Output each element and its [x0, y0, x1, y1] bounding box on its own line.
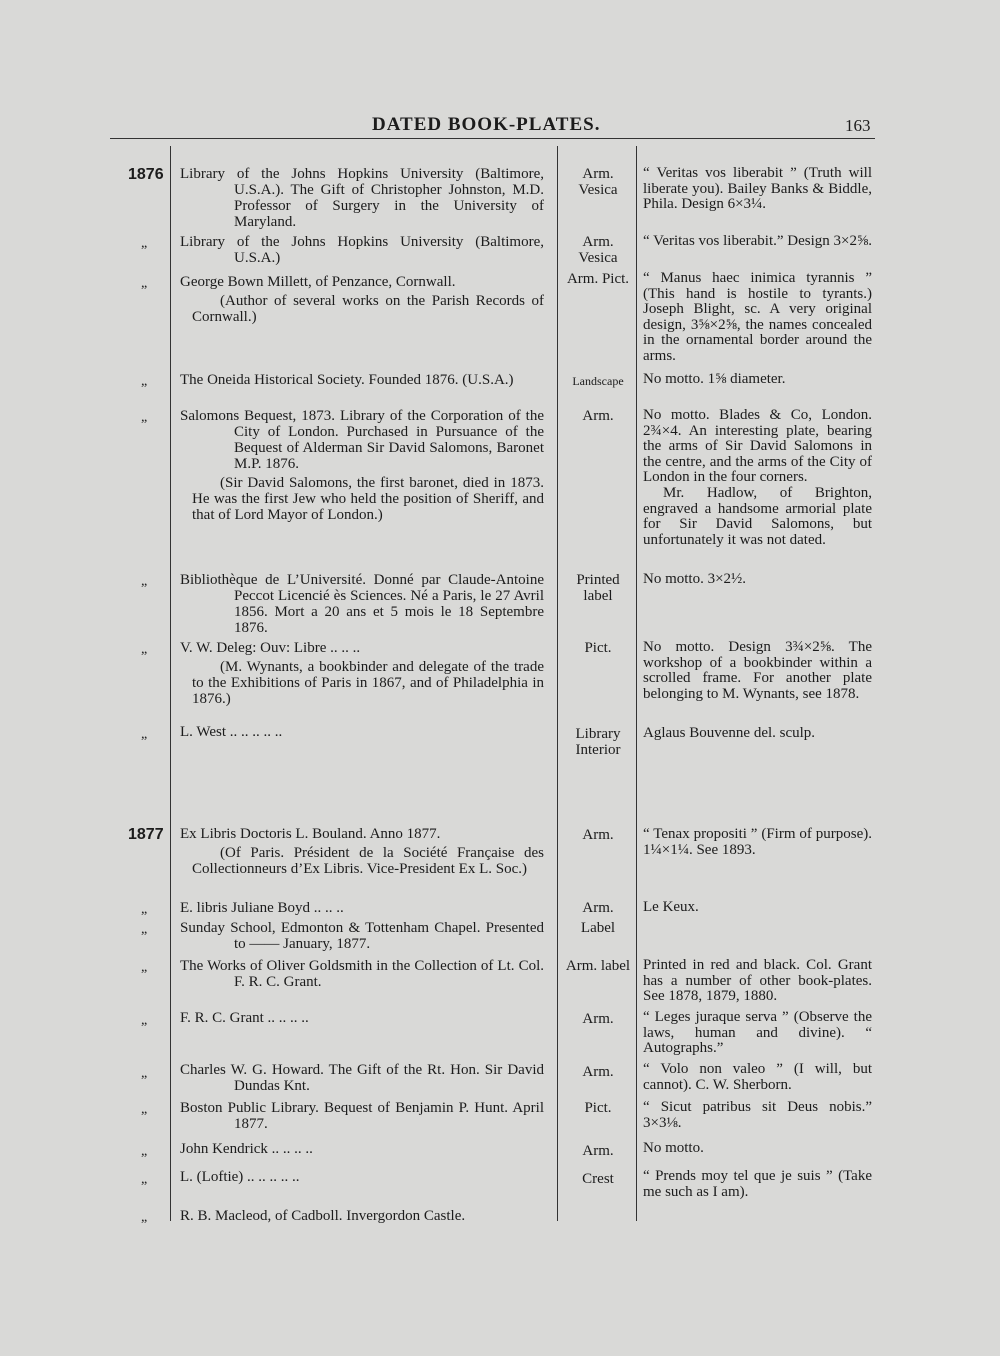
entry-style: Landscape [572, 374, 624, 388]
entry-owner: L. (Loftie) .. .. .. .. .. [180, 1169, 300, 1185]
entry-owner: F. R. C. Grant .. .. .. .. [180, 1010, 309, 1026]
year-label-1877: 1877 [128, 826, 164, 843]
entry-motto: “ Volo non valeo ” (I will, but cannot). C. W. Sherborn. [643, 1061, 872, 1093]
entry-owner: Library of the Johns Hopkins University (Baltimore, U.S.A.). The Gift of Christopher Johnston, M.D. Professor of Surgery in the University of Maryland. [180, 166, 544, 230]
entry-style: Arm. [582, 900, 614, 916]
ditto-mark: „ [141, 1013, 148, 1028]
entry-owner: Ex Libris Doctoris L. Bouland. Anno 1877. (Of Paris. Président de la Société Française des Collectionneurs d’Ex Libris. Vice-President Ex L. Soc.) [180, 826, 544, 877]
entry-owner: Library of the Johns Hopkins University (Baltimore, U.S.A.) [180, 234, 544, 266]
ditto-mark: „ [141, 727, 148, 742]
motto-note: Mr. Hadlow, of Brighton, engraved a handsome armorial plate for Sir David Salomons, but unfortunately it was not dated. [643, 484, 872, 548]
entry-style: Pict. [584, 640, 612, 656]
ditto-mark: „ [141, 236, 148, 251]
entry-style: Arm. [582, 408, 614, 424]
entry-style: Arm. [582, 827, 614, 843]
entry-owner: John Kendrick .. .. .. .. [180, 1141, 313, 1157]
entry-motto: Le Keux. [643, 899, 699, 915]
entry-style: Printed label [576, 572, 620, 604]
entry-owner: George Bown Millett, of Penzance, Cornwall. (Author of several works on the Parish Records of Cornwall.) [180, 274, 544, 325]
entry-owner: The Oneida Historical Society. Founded 1876. (U.S.A.) [180, 372, 514, 388]
motto-text: No motto. Blades & Co, London. 2¾×4. An interesting plate, bearing the arms of Sir David Salomons in the centre, and the arms of the City of London in the four corners. [643, 407, 872, 486]
year-label-1876: 1876 [128, 166, 164, 183]
ditto-mark: „ [141, 922, 148, 937]
entry-owner: Salomons Bequest, 1873. Library of the Corporation of the City of London. Purchased in Pursuance of the Bequest of Alderman Sir David Salomons, Baronet M.P. 1876. (Sir David Salomons, the first baronet, died in 1873. He was the first Jew who held the position of Sheriff, and that of Lord Mayor of London.) [180, 408, 544, 523]
entry-style: Label [580, 920, 616, 936]
column-divider-middle [557, 146, 558, 1221]
entry-owner: E. libris Juliane Boyd .. .. .. [180, 900, 344, 916]
entry-style: Arm. [582, 1064, 614, 1080]
entry-owner: Charles W. G. Howard. The Gift of the Rt. Hon. Sir David Dundas Knt. [180, 1062, 544, 1094]
entry-style: Crest [582, 1171, 614, 1187]
ditto-mark: „ [141, 960, 148, 975]
entry-motto [643, 408, 872, 548]
entry-motto: “ Manus haec inimica tyrannis ” (This hand is hostile to tyrants.) Joseph Blight, sc. A very original design, 3⅝×2⅝, the names concealed in the ornamental border around the arms. [643, 270, 872, 364]
entry-style: Arm. Vesica [578, 234, 618, 266]
ditto-mark: „ [141, 410, 148, 425]
ditto-mark: „ [141, 642, 148, 657]
column-divider-right [636, 146, 637, 1221]
entry-motto: “ Veritas vos liberabit ” (Truth will liberate you). Bailey Banks & Biddle, Phila. Design 6×3¼. [643, 165, 872, 213]
entry-motto: No motto. 3×2½. [643, 571, 747, 587]
ditto-mark: „ [141, 1144, 148, 1159]
ditto-mark: „ [141, 902, 148, 917]
page-title: DATED BOOK-PLATES. [372, 114, 601, 135]
entry-owner: Boston Public Library. Bequest of Benjamin P. Hunt. April 1877. [180, 1100, 544, 1132]
entry-style: Arm. [582, 1011, 614, 1027]
ditto-mark: „ [141, 1102, 148, 1117]
entry-motto: Printed in red and black. Col. Grant has a number of other book-plates. See 1878, 1879, 1880. [643, 957, 872, 1005]
page-number: 163 [845, 116, 871, 135]
entry-style: Arm. label [565, 958, 631, 974]
entry-owner: Sunday School, Edmonton & Tottenham Chapel. Presented to —— January, 1877. [180, 920, 544, 952]
entry-owner: L. West .. .. .. .. .. [180, 724, 283, 740]
entry-owner: V. W. Deleg: Ouv: Libre .. .. .. (M. Wynants, a bookbinder and delegate of the trade to the Exhibitions of Paris in 1867, and of Philadelphia in 1876.) [180, 640, 544, 707]
entry-motto: No motto. Design 3¾×2⅝. The workshop of a bookbinder within a scrolled frame. For another plate belonging to M. Wynants, see 1878. [643, 639, 872, 702]
entry-motto: “ Leges juraque serva ” (Observe the laws, human and divine). “ Autographs.” [643, 1009, 872, 1057]
entry-motto: Aglaus Bouvenne del. sculp. [643, 725, 816, 741]
entry-motto: No motto. 1⅝ diameter. [643, 371, 786, 387]
entry-owner: The Works of Oliver Goldsmith in the Collection of Lt. Col. F. R. C. Grant. [180, 958, 544, 990]
entry-motto: “ Prends moy tel que je suis ” (Take me such as I am). [643, 1168, 872, 1200]
entry-motto: “ Sicut patribus sit Deus nobis.” 3×3⅛. [643, 1099, 872, 1131]
entry-style: Arm. Pict. [566, 271, 630, 287]
entry-style: Pict. [584, 1100, 612, 1116]
ditto-mark: „ [141, 574, 148, 589]
ditto-mark: „ [141, 1172, 148, 1187]
ditto-mark: „ [141, 1066, 148, 1081]
column-divider-left [170, 146, 171, 1221]
ditto-mark: „ [141, 1210, 148, 1225]
entry-style: Arm. [582, 1143, 614, 1159]
entry-style: Library Interior [575, 726, 621, 758]
entry-owner: Bibliothèque de L’Université. Donné par Claude-Antoine Peccot Licencié ès Sciences. Né a Paris, le 27 Avril 1856. Mort a 20 ans et 5 mois le 18 Septembre 1876. [180, 572, 544, 636]
entry-style: Arm. Vesica [578, 166, 618, 198]
entry-motto: “ Tenax propositi ” (Firm of purpose). 1¼×1¼. See 1893. [643, 826, 872, 858]
ditto-mark: „ [141, 276, 148, 291]
entry-motto: No motto. [643, 1140, 704, 1156]
entry-owner: R. B. Macleod, of Cadboll. Invergordon Castle. [180, 1208, 466, 1224]
ditto-mark: „ [141, 374, 148, 389]
entry-motto: “ Veritas vos liberabit.” Design 3×2⅝. [643, 233, 872, 249]
header-rule [110, 138, 875, 139]
